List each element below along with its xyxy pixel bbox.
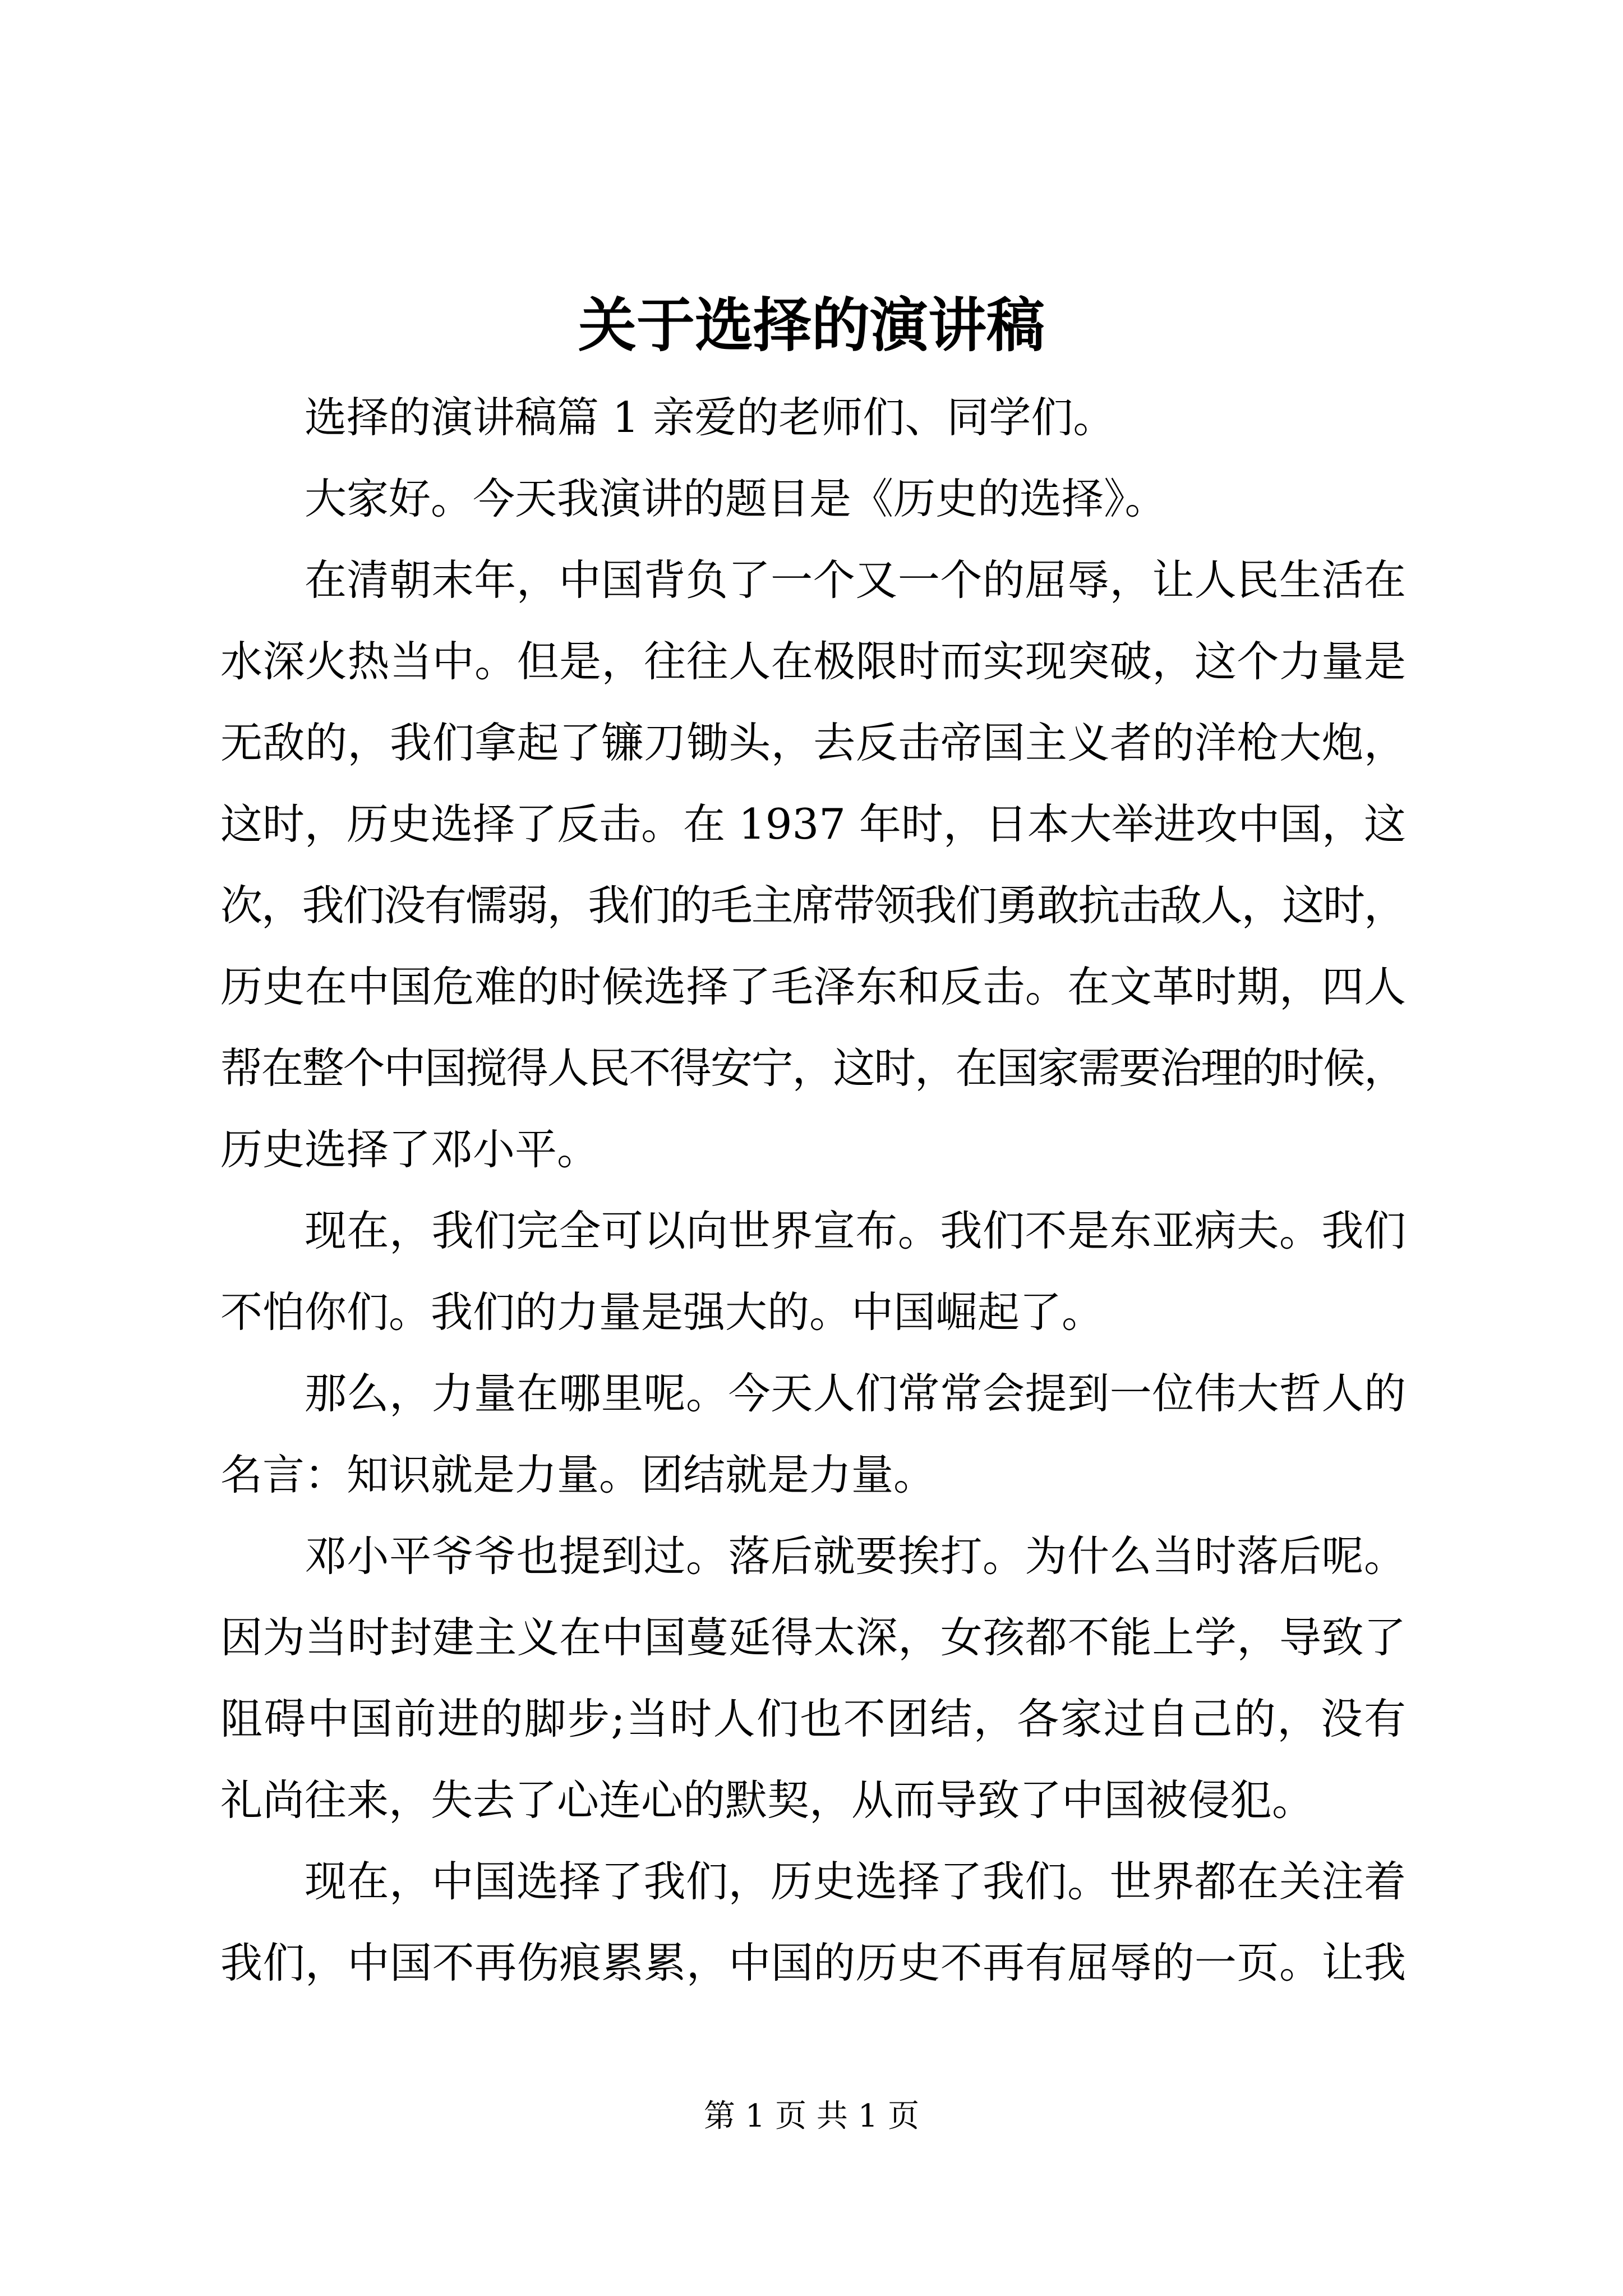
line-text: 选择的演讲稿篇 1 亲爱的老师们、同学们。	[305, 393, 1115, 442]
text-line	[220, 1272, 1406, 1353]
document-body	[220, 377, 1406, 2004]
paragraph	[220, 1190, 1406, 1353]
line-text: 历史选择了邓小平。	[220, 1125, 600, 1174]
text-line	[220, 377, 1406, 458]
paragraph	[220, 458, 1406, 540]
text-line	[220, 621, 1406, 702]
text-line	[220, 1678, 1406, 1760]
paragraph	[220, 1353, 1406, 1516]
line-text: 名言：知识就是力量。团结就是力量。	[220, 1450, 936, 1499]
line-text: 现在，中国选择了我们，历史选择了我们。世界都在关注着	[305, 1857, 1407, 1906]
text-line	[220, 1841, 1406, 1922]
line-text: 这时，历史选择了反击。在 1937 年时，日本大举进攻中国，这	[220, 799, 1407, 849]
text-line	[220, 1434, 1406, 1516]
line-text: 无敌的，我们拿起了镰刀锄头，去反击帝国主义者的洋枪大炮，	[220, 718, 1407, 767]
text-line	[220, 1190, 1406, 1272]
line-text: 阻碍中国前进的脚步;当时人们也不团结，各家过自己的，没有	[220, 1694, 1408, 1743]
text-line	[220, 702, 1406, 784]
document-title: 关于选择的演讲稿	[578, 291, 1045, 360]
paragraph	[220, 377, 1406, 458]
line-text: 现在，我们完全可以向世界宣布。我们不是东亚病夫。我们	[305, 1206, 1407, 1255]
line-text: 大家好。今天我演讲的题目是《历史的选择》。	[305, 474, 1167, 523]
text-line	[220, 1597, 1406, 1678]
text-line	[220, 540, 1406, 621]
line-text: 历史在中国危难的时候选择了毛泽东和反击。在文革时期，四人	[220, 962, 1407, 1011]
line-text: 帮在整个中国搅得人民不得安宁，这时，在国家需要治理的时候，	[220, 1043, 1405, 1093]
paragraph	[220, 1516, 1406, 1841]
line-text: 邓小平爷爷也提到过。落后就要挨打。为什么当时落后呢。	[305, 1531, 1407, 1581]
line-text: 次，我们没有懦弱，我们的毛主席带领我们勇敢抗击敌人，这时，	[220, 881, 1405, 930]
page-footer: 第 1 页 共 1 页	[703, 2098, 920, 2134]
text-line	[220, 1922, 1406, 2004]
line-text: 水深火热当中。但是，往往人在极限时而实现突破，这个力量是	[220, 637, 1407, 686]
line-text: 在清朝末年，中国背负了一个又一个的屈辱，让人民生活在	[305, 555, 1407, 605]
paragraph	[220, 1841, 1406, 2004]
line-text: 因为当时封建主义在中国蔓延得太深，女孩都不能上学，导致了	[220, 1613, 1407, 1662]
text-line	[220, 1516, 1406, 1597]
line-text: 不怕你们。我们的力量是强大的。中国崛起了。	[220, 1287, 1104, 1337]
line-text: 礼尚往来，失去了心连心的默契，从而导致了中国被侵犯。	[220, 1775, 1315, 1825]
line-text: 那么，力量在哪里呢。今天人们常常会提到一位伟大哲人的	[305, 1369, 1407, 1418]
text-line	[220, 1109, 1406, 1190]
line-text: 我们，中国不再伤痕累累，中国的历史不再有屈辱的一页。让我	[220, 1938, 1407, 1987]
paragraph	[220, 540, 1406, 1190]
text-line	[220, 865, 1406, 946]
text-line	[220, 458, 1406, 540]
text-line	[220, 784, 1406, 865]
text-line	[220, 1760, 1406, 1841]
text-line	[220, 1028, 1406, 1109]
text-line	[220, 946, 1406, 1028]
text-line	[220, 1353, 1406, 1434]
